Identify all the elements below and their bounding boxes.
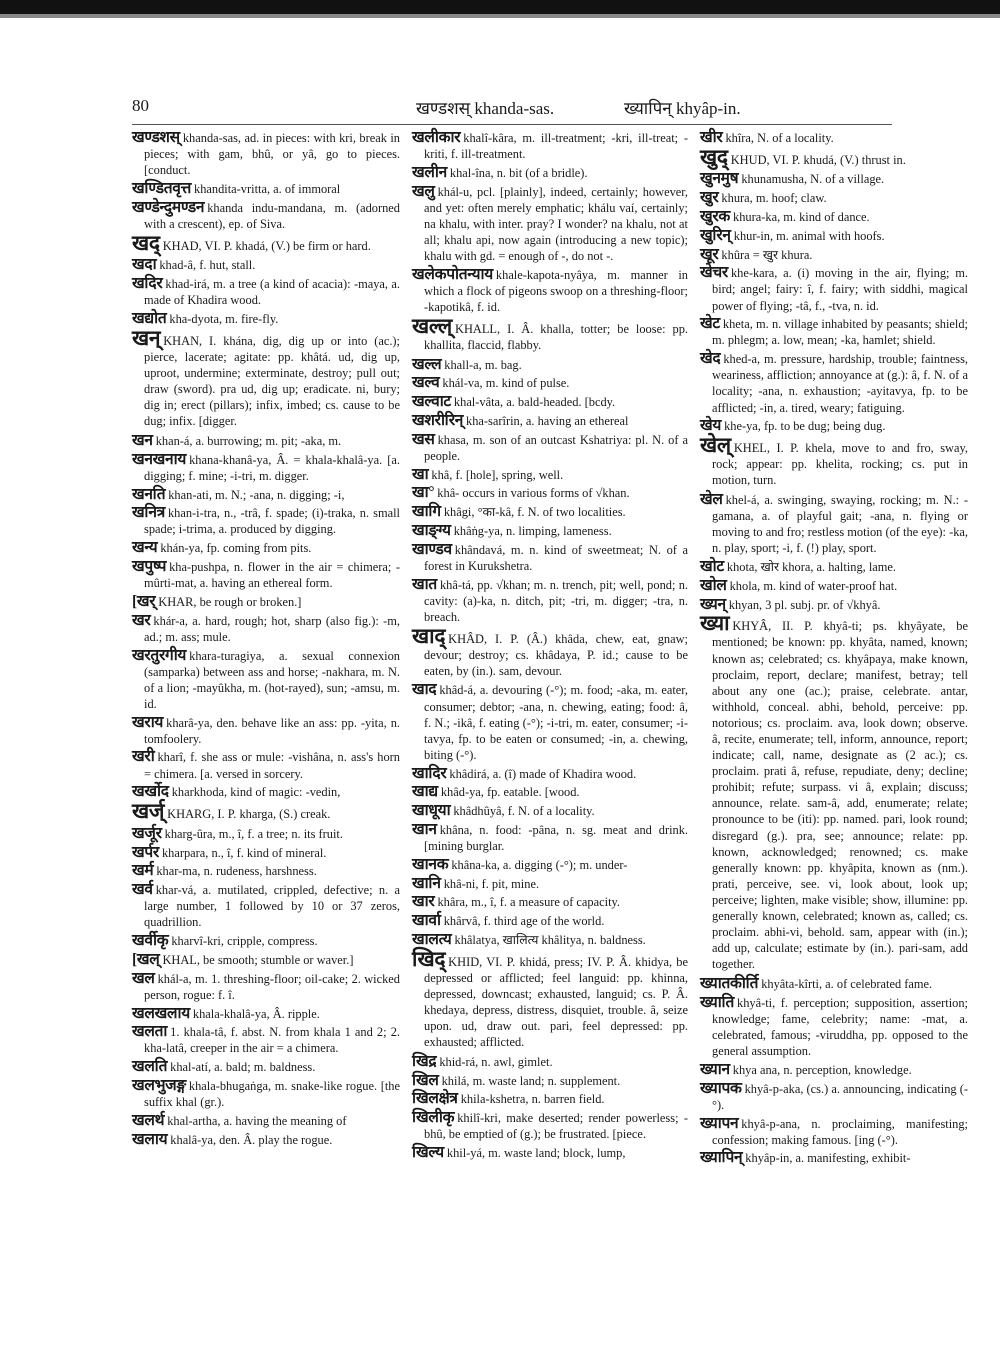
- entry-definition: khál-a, m. 1. threshing-floor; oil-cake; 2. wicked person, rogue: f. î.: [144, 971, 400, 1002]
- entry-definition: KHUD, VI. P. khudá, (V.) thrust in.: [730, 152, 906, 167]
- dictionary-entry: [700, 1150, 968, 1166]
- dictionary-entry: [412, 413, 688, 429]
- entry-definition: khâ-ni, f. pit, mine.: [443, 876, 540, 891]
- entry-definition: khasa, m. son of an outcast Kshatriya: pl. N. of a people.: [424, 432, 688, 463]
- entry-headword: खागि: [412, 503, 441, 521]
- dictionary-entry: [132, 1132, 400, 1148]
- entry-headword: खर: [132, 611, 151, 629]
- dictionary-entry: [412, 184, 688, 264]
- entry-headword: खरी: [132, 748, 155, 766]
- dictionary-entry: [412, 267, 688, 315]
- dictionary-entry: [412, 485, 688, 501]
- entry-definition: khura-ka, m. kind of dance.: [733, 210, 870, 225]
- entry-headword: खरतुरगीय: [132, 646, 187, 664]
- dictionary-entry: [132, 540, 400, 556]
- dictionary-entry: [412, 1145, 688, 1161]
- dictionary-entry: [132, 1113, 400, 1129]
- entry-definition: KHID, VI. P. khidá, press; IV. P. Â. khidya, be depressed or afflicted; feel languid: pp. khinna, depressed, downcast; exhausted, languid; cs. P. Â. khedaya, depress, distress, disquiet, trouble. â, seize upon. ud, draw out. pari, feel depressed: pp. exhausted; afflicted.: [424, 954, 688, 1050]
- entry-definition: khârvâ, f. third age of the world.: [443, 914, 605, 929]
- entry-definition: khila-kshetra, n. barren field.: [460, 1092, 605, 1107]
- dictionary-entry: [132, 826, 400, 842]
- dictionary-entry: [700, 611, 968, 972]
- entry-headword: खर्खोद: [132, 783, 169, 801]
- dictionary-entry: [132, 863, 400, 879]
- entry-headword: खाण्डव: [412, 540, 452, 558]
- dictionary-entry: [412, 784, 688, 800]
- scan-top-edge: [0, 0, 1000, 14]
- dictionary-entry: [132, 952, 400, 968]
- entry-definition: kha-dyota, m. fire-fly.: [169, 311, 279, 326]
- entry-headword: खाद्य: [412, 783, 438, 801]
- dictionary-entry: [700, 228, 968, 244]
- entry-definition: KHÂD, I. P. (Â.) khâda, chew, eat, gnaw; devour; destroy; cs. khâdaya, P. id.; cause to be eaten, by (in.). sam, devour.: [424, 631, 688, 678]
- dictionary-entry: [700, 1062, 968, 1078]
- entry-definition: khîra, N. of a locality.: [725, 131, 834, 145]
- entry-headword: खोल: [700, 576, 727, 594]
- entry-headword: ख्यापक: [700, 1079, 742, 1097]
- entry-definition: kha-pushpa, n. flower in the air = chimera; -mûrti-mat, a. having an ethereal form.: [144, 560, 400, 591]
- entry-headword: खनित्र: [132, 504, 165, 522]
- entry-headword: खनति: [132, 485, 166, 503]
- dictionary-entry: [132, 594, 400, 610]
- dictionary-entry: [412, 542, 688, 574]
- dictionary-entry: [412, 313, 688, 353]
- entry-definition: khyâ-ti, f. perception; supposition, assertion; knowledge; fame, celebrity; name: -mat, a. celebrated, famous; -viruddha, pp. opposed to the general assumption.: [712, 995, 968, 1059]
- entry-headword: खा°: [412, 484, 435, 502]
- entry-headword: खलखलाय: [132, 1004, 190, 1022]
- dictionary-entry: [132, 784, 400, 800]
- dictionary-entry: [412, 1091, 688, 1107]
- entry-definition: kharâ-ya, den. behave like an ass: pp. -yita, n. tomfoolery.: [144, 715, 400, 746]
- entry-definition: khe-kara, a. (i) moving in the air, flying; m. bird; angel; fairy: î, f. fairy; with siddhi, magical power of flying; -tâ, f., -tva, n. id.: [712, 266, 968, 313]
- entry-definition: khilî-kri, make deserted; render powerless; -bhû, be emptied of (g.); be frustrated. [piece.: [424, 1111, 688, 1142]
- dictionary-entry: [412, 876, 688, 892]
- entry-definition: kharvî-kri, cripple, compress.: [171, 934, 318, 949]
- entry-definition: khilá, m. waste land; n. supplement.: [441, 1073, 621, 1088]
- dictionary-entry: [412, 130, 688, 162]
- entry-definition: khalî-kâra, m. ill-treatment; -kri, ill-treat; -kriti, f. ill-treatment.: [424, 131, 688, 162]
- entry-headword: खन्: [132, 325, 161, 350]
- entry-headword: खादिर: [412, 764, 447, 782]
- entry-headword: खलभुजङ्ग: [132, 1077, 186, 1094]
- entry-definition: khan-á, a. burrowing; m. pit; -aka, m.: [155, 433, 342, 448]
- page-header: [132, 96, 890, 120]
- entry-definition: khâ- occurs in various forms of √khan.: [437, 486, 630, 501]
- entry-definition: KHARG, I. P. kharga, (S.) creak.: [167, 807, 331, 822]
- dictionary-entry: [700, 130, 968, 146]
- dictionary-entry: [132, 559, 400, 591]
- entry-definition: khâd-ya, fp. eatable. [wood.: [440, 785, 580, 800]
- entry-definition: khyâp-in, a. manifesting, exhibit-: [745, 1151, 911, 1166]
- entry-definition: khâra, m., î, f. a measure of capacity.: [437, 895, 620, 910]
- entry-headword: खिलीकृ: [412, 1109, 455, 1127]
- entry-definition: khâna-ka, a. digging (-°); m. under-: [451, 857, 628, 872]
- entry-headword: खाद: [412, 681, 437, 699]
- entry-definition: khal-vâta, a. bald-headed. [bcdy.: [453, 395, 616, 410]
- running-head-right: ख्यापिन् khyâp-in.: [624, 99, 741, 118]
- dictionary-entry: [132, 971, 400, 1003]
- dictionary-entry: [132, 311, 400, 327]
- entry-headword: खालत्य: [412, 930, 452, 948]
- entry-headword: [खर्: [132, 592, 156, 610]
- dictionary-entry: [132, 257, 400, 273]
- dictionary-entry: [132, 181, 400, 197]
- header-rule: [132, 124, 892, 125]
- entry-definition: kharg-ûra, m., î, f. a tree; n. its fruit.: [164, 826, 343, 841]
- entry-headword: खेल: [700, 490, 723, 508]
- entry-headword: खलति: [132, 1058, 168, 1076]
- entry-definition: khyâ-p-aka, (cs.) a. announcing, indicating (-°).: [712, 1081, 968, 1112]
- dictionary-entry: [412, 822, 688, 854]
- dictionary-entry: [700, 144, 968, 169]
- entry-headword: खण्डितवृत्त: [132, 179, 192, 197]
- entry-headword: खान: [412, 820, 437, 838]
- dictionary-entry: [412, 857, 688, 873]
- column-3: [700, 130, 968, 1169]
- entry-headword: खार्वा: [412, 912, 441, 930]
- entry-definition: khâ-tá, pp. √khan; m. n. trench, pit; well, pond; n. cavity: (a)-ka, n. ditch, pit; -tri, m. digger; -tra, n. breach.: [424, 577, 688, 624]
- entry-definition: khár-a, a. hard, rough; hot, sharp (also fig.): -m, ad.; m. ass; mule.: [144, 613, 400, 644]
- entry-headword: खिद्र: [412, 1052, 437, 1070]
- entry-definition: khale-kapota-nyâya, m. manner in which a flock of pigeons swoop on a threshing-floor; -kapotikâ, f. id.: [424, 267, 688, 314]
- entry-headword: खपुष्प: [132, 558, 167, 575]
- entry-definition: khad-irá, m. a tree (a kind of acacia): -maya, a. made of Khadira wood.: [144, 277, 400, 308]
- dictionary-entry: [700, 247, 968, 263]
- dictionary-entry: [412, 357, 688, 373]
- entry-headword: खशरीरिन्: [412, 411, 464, 429]
- dictionary-entry: [132, 1059, 400, 1075]
- dictionary-entry: [700, 976, 968, 992]
- entry-definition: khall-a, m. bag.: [444, 357, 522, 372]
- entry-definition: khâṅg-ya, n. limping, lameness.: [453, 523, 612, 538]
- dictionary-entry: [700, 171, 968, 187]
- entry-headword: खेट: [700, 315, 720, 333]
- entry-definition: khil-yá, m. waste land; block, lump,: [446, 1146, 626, 1161]
- entry-headword: खेचर: [700, 264, 728, 282]
- entry-headword: खलेकपोतन्याय: [412, 265, 493, 283]
- entry-definition: kha-sarîrin, a. having an ethereal: [466, 413, 629, 428]
- entry-headword: खल्व: [412, 374, 440, 392]
- entry-headword: खिल: [412, 1071, 439, 1089]
- entry-definition: KHAR, be rough or broken.]: [158, 594, 302, 609]
- dictionary-entry: [412, 467, 688, 483]
- dictionary-entry: [700, 995, 968, 1059]
- entry-headword: ख्यान: [700, 1060, 730, 1078]
- dictionary-entry: [700, 316, 968, 348]
- entry-definition: khyâta-kîrti, a. of celebrated fame.: [761, 977, 933, 991]
- dictionary-entry: [132, 882, 400, 930]
- column-1: [132, 130, 400, 1150]
- entry-definition: khandita-vritta, a. of immoral: [194, 181, 341, 196]
- entry-headword: खद्योत: [132, 309, 167, 327]
- entry-headword: खा: [412, 465, 429, 483]
- dictionary-entry: [132, 452, 400, 484]
- dictionary-entry: [412, 504, 688, 520]
- entry-headword: खर्व: [132, 881, 153, 899]
- entry-headword: ख्यापन: [700, 1114, 739, 1132]
- dictionary-entry: [132, 715, 400, 747]
- dictionary-entry: [700, 418, 968, 434]
- entry-headword: खानि: [412, 874, 441, 892]
- entry-definition: KHYÂ, II. P. khyâ-ti; ps. khyâyate, be mentioned; be known: pp. khyâta, named, known; known as; celebrated; cs. khyâpaya, make known, proclaim, report, declare; manifest, betray; tell about any one (ac.); praise, celebrate. antar, withhold, conceal. abhi, behold, perceive: pp. notorious; cs. proclaim. ava, look down; observe. â, recite, enumerate; tell, inform, announce, report; indicate; call, name, designate as (2 ac.); cs. proclaim. prati â, refuse, repudiate, deny; decline; prohibit; refute; surpass. vi â, explain; discuss; announce, relate. sam-â, add, enumerate; relate; pronounce to be (iti): pp. named. pari, look round; disregard (g.). pra, see; announce; relate: pp. known, acknowledged; renowned; cs. make generally known: pp. khyâpita, known as (nm.). prati, perceive, see. vi, look about, look up; perceive; lighten, make visible; show, illumine: pp. generally known, celebrated; known as, called; cs. proclaim. abhi-vi, behold. sam, appear with (in.); add up, calculate; estimate by (in.). pari-sam, add together.: [712, 619, 968, 972]
- dictionary-entry: [700, 578, 968, 594]
- entry-definition: khâgi, °का-kâ, f. N. of two localities.: [443, 505, 626, 520]
- page-number: 80: [132, 96, 149, 115]
- dictionary-entry: [412, 1073, 688, 1089]
- entry-definition: KHALL, I. Â. khalla, totter; be loose: pp. khallita, flaccid, flabby.: [424, 321, 688, 352]
- entry-definition: khur-in, m. animal with hoofs.: [733, 228, 885, 243]
- entry-definition: khala-bhugaṅga, m. snake-like rogue. [the suffix khal (gr.).: [144, 1079, 400, 1110]
- running-head-left: खण्डशस् khanda-sas.: [416, 99, 555, 118]
- entry-definition: KHAD, VI. P. khadá, (V.) be firm or hard.: [162, 238, 371, 253]
- entry-definition: khad-â, f. hut, stall.: [159, 258, 256, 273]
- dictionary-entry: [700, 492, 968, 556]
- entry-headword: खुद्: [700, 144, 728, 169]
- dictionary-entry: [412, 766, 688, 782]
- dictionary-entry: [412, 623, 688, 679]
- entry-definition: khûra = खुर khura.: [721, 247, 813, 262]
- entry-definition: khola, m. kind of water-proof hat.: [729, 578, 898, 593]
- entry-headword: खिद्: [412, 946, 446, 971]
- entry-definition: KHAL, be smooth; stumble or waver.]: [162, 952, 354, 967]
- entry-headword: ख्यातकीर्ति: [700, 975, 759, 992]
- entry-headword: खल: [132, 969, 155, 987]
- dictionary-entry: [700, 559, 968, 575]
- dictionary-entry: [412, 577, 688, 625]
- dictionary-entry: [132, 325, 400, 430]
- entry-definition: khanda indu-mandana, m. (adorned with a crescent), ep. of Siva.: [144, 200, 400, 231]
- dictionary-entry: [412, 1054, 688, 1070]
- entry-headword: खेल्: [700, 433, 731, 458]
- dictionary-entry: [700, 1081, 968, 1113]
- dictionary-entry: [132, 276, 400, 308]
- entry-definition: khâd-á, a. devouring (-°); m. food; -aka, m. eater, consumer; debtor; -ana, n. chewing, eating; food: â, f. N.; -ikâ, f. eating (-°); -i-tri, m. eater, consumer; -i-tavya, fp. to be eaten or consumed; -in, a. chewing, biting (-°).: [424, 683, 688, 762]
- dictionary-entry: [412, 523, 688, 539]
- dictionary-entry: [132, 130, 400, 178]
- entry-headword: खलु: [412, 182, 435, 200]
- dictionary-entry: [132, 845, 400, 861]
- entry-headword: खिलक्षेत्र: [412, 1090, 458, 1108]
- entry-headword: खुरक: [700, 208, 731, 226]
- entry-headword: खाधूया: [412, 802, 451, 820]
- entry-headword: खलीन: [412, 163, 447, 181]
- entry-definition: khala-khalâ-ya, Â. ripple.: [192, 1006, 320, 1021]
- entry-headword: ख्यापिन्: [700, 1149, 743, 1167]
- entry-definition: kharkhoda, kind of magic: -vedin,: [171, 785, 341, 800]
- dictionary-entry: [700, 597, 968, 613]
- entry-headword: खीर: [700, 129, 723, 146]
- entry-definition: KHEL, I. P. khela, move to and fro, sway, rock; appear: pp. khelita, rocking; cs. put in motion, turn.: [712, 441, 968, 488]
- dictionary-entry: [412, 165, 688, 181]
- entry-headword: खुरिन्: [700, 226, 731, 244]
- entry-definition: khyan, 3 pl. subj. pr. of √khyâ.: [728, 597, 881, 612]
- entry-headword: खदिर: [132, 275, 163, 293]
- dictionary-entry: [700, 265, 968, 313]
- entry-definition: khara-turagiya, a. sexual connexion (samparka) between ass and horse; -nakhara, m. N. of a lion; -mayûkha, m. (hot-rayed), sun; -amsu, m. id.: [144, 648, 400, 711]
- entry-headword: ख्याति: [700, 993, 735, 1011]
- entry-definition: khâdhûyâ, f. N. of a locality.: [453, 804, 595, 819]
- dictionary-entry: [412, 432, 688, 464]
- entry-headword: खुर: [700, 189, 719, 207]
- entry-definition: khyâ-p-ana, n. proclaiming, manifesting; confession; making famous. [ing (-°).: [712, 1116, 968, 1147]
- dictionary-entry: [132, 1006, 400, 1022]
- column-2: [412, 130, 688, 1164]
- entry-definition: khâdirá, a. (î) made of Khadira wood.: [449, 766, 637, 781]
- entry-definition: khal-îna, n. bit (of a bridle).: [449, 165, 588, 180]
- dictionary-entry: [132, 505, 400, 537]
- dictionary-entry: [132, 487, 400, 503]
- dictionary-entry: [132, 799, 400, 824]
- entry-definition: khâna, n. food: -pâna, n. sg. meat and drink. [mining burglar.: [424, 822, 688, 853]
- entry-definition: khâ, f. [hole], spring, well.: [431, 467, 564, 482]
- dictionary-entry: [412, 932, 688, 948]
- dictionary-entry: [132, 613, 400, 645]
- dictionary-entry: [700, 351, 968, 415]
- entry-headword: खराय: [132, 713, 164, 731]
- entry-headword: खर्पर: [132, 843, 159, 861]
- entry-definition: KHAN, I. khána, dig, dig up or into (ac.); pierce, lacerate; agitate: pp. khâtá. ud, dig up, uproot, undermine; exterminate, destroy; pull out; draw (sword). pra ud, dig up; eradicate. ni, bury; dig in; erect (pillars); infix, imbed; cs. cause to be dug; infix. [digger.: [144, 333, 400, 429]
- entry-headword: खल्ल: [412, 355, 442, 373]
- entry-headword: खूर: [700, 245, 719, 263]
- entry-headword: खलीकार: [412, 129, 461, 146]
- dictionary-entry: [132, 1078, 400, 1110]
- entry-headword: खलर्थ: [132, 1111, 165, 1129]
- entry-headword: खण्डेन्दुमण्डन: [132, 198, 205, 216]
- dictionary-entry: [700, 433, 968, 488]
- dictionary-entry: [412, 946, 688, 1051]
- entry-definition: khal-atí, a. bald; m. baldness.: [170, 1060, 316, 1075]
- entry-definition: 1. khala-tâ, f. abst. N. from khala 1 and 2; 2. kha-latâ, creeper in the air = a chimera.: [144, 1025, 400, 1056]
- entry-definition: khel-á, a. swinging, swaying, rocking; m. N.: -gamana, a. of playful gait; -ana, n. flying or moving to and fro; restless motion (of the eye): -ka, n. play, sport; -i, f. (!) play, sport.: [712, 492, 969, 556]
- entry-headword: खेद: [700, 350, 721, 368]
- entry-definition: khan-ati, m. N.; -ana, n. digging; -i,: [168, 487, 345, 502]
- entry-headword: खदा: [132, 256, 157, 274]
- entry-definition: khan-i-tra, n., -trâ, f. spade; (i)-traka, n. small spade; i-trima, a. produced by digging.: [144, 506, 400, 537]
- entry-definition: khed-a, m. pressure, hardship, trouble; faintness, weariness, affliction; annoyance at (g.): â, f. N. of a locality; -ana, n. exhaustion; -ayitavya, fp. to be afflicted; -in, a. tired, weary; fatiguing.: [712, 352, 968, 415]
- entry-definition: khid-rá, n. awl, gimlet.: [439, 1054, 553, 1069]
- entry-headword: खलता: [132, 1023, 168, 1041]
- entry-definition: khar-vá, a. mutilated, crippled, defective; n. a large number, 1 followed by 10 or 37 zeros, quadrillion.: [144, 883, 400, 930]
- entry-definition: khal-artha, a. having the meaning of: [167, 1113, 347, 1128]
- entry-headword: खानक: [412, 855, 449, 873]
- entry-headword: खाङ्ग्य: [412, 521, 451, 539]
- dictionary-entry: [132, 200, 400, 232]
- entry-headword: खर्ज्: [132, 799, 165, 824]
- dictionary-entry: [700, 1116, 968, 1148]
- entry-headword: ख्यन्: [700, 595, 726, 613]
- entry-headword: खर्म: [132, 862, 154, 880]
- entry-headword: खल्ल्: [412, 313, 452, 338]
- entry-definition: khana-khanâ-ya, Â. = khala-khalâ-ya. [a. digging; f. mine; -i-tri, m. digger.: [144, 452, 400, 483]
- entry-headword: ख्या: [700, 611, 730, 636]
- entry-definition: khâlatya, खालित्य khâlitya, n. baldness.: [454, 932, 646, 947]
- entry-definition: khura, m. hoof; claw.: [721, 191, 827, 206]
- entry-headword: खेय: [700, 417, 722, 435]
- dictionary-entry: [132, 433, 400, 449]
- entry-headword: खर्वीकृ: [132, 932, 169, 950]
- entry-headword: खस: [412, 430, 435, 448]
- entry-definition: khota, खोर khora, a. halting, lame.: [726, 560, 897, 574]
- dictionary-entry: [132, 933, 400, 949]
- entry-headword: खात: [412, 575, 437, 593]
- entry-headword: खन: [132, 431, 153, 449]
- entry-headword: खुनमुष: [700, 170, 739, 188]
- dictionary-entry: [412, 894, 688, 910]
- entry-headword: खिल्य: [412, 1144, 444, 1162]
- dictionary-entry: [700, 190, 968, 206]
- entry-headword: [खल्: [132, 950, 160, 968]
- entry-definition: khya ana, n. perception, knowledge.: [732, 1062, 912, 1077]
- entry-definition: khanda-sas, ad. in pieces: with kri, break in pieces; with gam, bhû, or yâ, go to pieces. [conduct.: [144, 131, 400, 178]
- entry-definition: khar-ma, n. rudeness, harshness.: [156, 864, 317, 879]
- entry-definition: khál-va, m. kind of pulse.: [442, 376, 570, 391]
- entry-definition: kheta, m. n. village inhabited by peasants; shield; m. phlegm; a. low, mean; -ka, hamlet; shield.: [712, 317, 968, 348]
- entry-definition: kharpara, n., î, f. kind of mineral.: [161, 845, 327, 860]
- dictionary-entry: [132, 230, 400, 255]
- entry-headword: खाद्: [412, 623, 446, 648]
- entry-definition: khândavá, m. n. kind of sweetmeat; N. of a forest in Kurukshetra.: [424, 542, 688, 573]
- entry-definition: khán-ya, fp. coming from pits.: [160, 541, 312, 556]
- dictionary-entry: [412, 394, 688, 410]
- entry-headword: खर्जूर: [132, 824, 162, 842]
- entry-headword: खोट: [700, 558, 724, 575]
- dictionary-entry: [412, 1110, 688, 1142]
- dictionary-entry: [700, 209, 968, 225]
- entry-headword: खण्डशस्: [132, 129, 180, 146]
- dictionary-entry: [132, 749, 400, 781]
- dictionary-entry: [412, 682, 688, 762]
- dictionary-entry: [132, 1024, 400, 1056]
- entry-headword: खार: [412, 893, 435, 911]
- dictionary-entry: [412, 913, 688, 929]
- entry-headword: खनखनाय: [132, 450, 187, 468]
- dictionary-entry: [132, 648, 400, 712]
- entry-definition: kharî, f. she ass or mule: -vishâna, n. ass's horn = chimera. [a. versed in sorcery.: [144, 750, 400, 781]
- entry-definition: khál-u, pcl. [plainly], indeed, certainly; however, and yet: often merely emphatic; khálu vaí, certainly; na khalu, with inter. pray? I wonder? na khalu, not at all; khalu api, now again (introducing a new topic); khalu with gd. = enough of -, do not -.: [424, 184, 688, 264]
- dictionary-entry: [412, 375, 688, 391]
- entry-definition: khalâ-ya, den. Â. play the rogue.: [170, 1132, 333, 1147]
- entry-headword: खद्: [132, 230, 160, 255]
- entry-definition: khe-ya, fp. to be dug; being dug.: [724, 419, 886, 434]
- entry-headword: खन्य: [132, 539, 158, 557]
- entry-headword: खलाय: [132, 1130, 168, 1148]
- entry-definition: khunamusha, N. of a village.: [741, 172, 885, 187]
- dictionary-entry: [412, 803, 688, 819]
- entry-headword: खल्वाट: [412, 393, 451, 411]
